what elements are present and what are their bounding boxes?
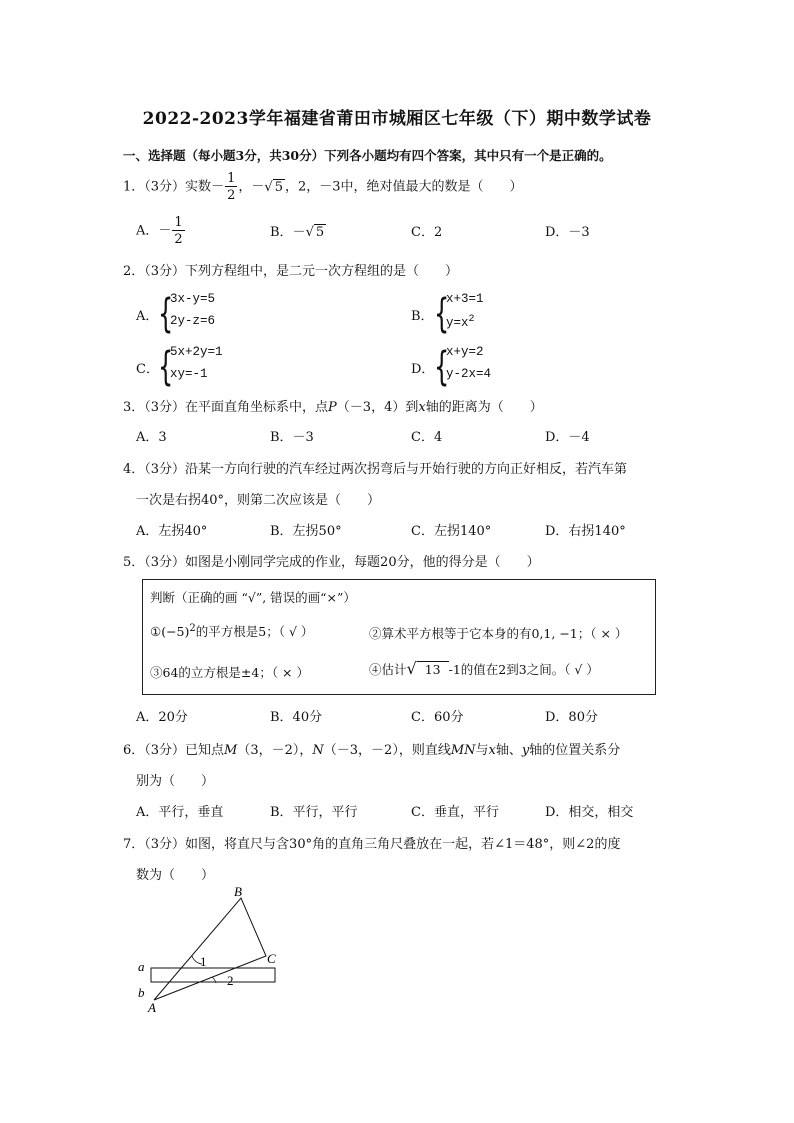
q2-c-eq1: 5x+2y=1 xyxy=(170,345,223,359)
q3-option-a[interactable]: A．3 xyxy=(136,430,167,445)
q1-opt-a-label: A． xyxy=(136,223,159,239)
q1-neg: － xyxy=(251,179,265,195)
q4-option-b[interactable]: B．左拐50° xyxy=(270,524,342,539)
brace-icon: { xyxy=(434,344,450,390)
q3-option-b[interactable]: B．－3 xyxy=(270,430,314,445)
q6-m-coord: （3，－2）， xyxy=(237,743,313,758)
q1-frac-num: 1 xyxy=(227,171,236,186)
q2-b-eq2: y=x xyxy=(446,316,469,331)
label-angle-1: 1 xyxy=(200,954,207,969)
question-4-line2: 一次是右拐40°，则第二次应该是（ ） xyxy=(136,493,381,508)
q1-opt-a-fraction xyxy=(172,216,184,246)
q4-option-c[interactable]: C．左拐140° xyxy=(411,524,492,539)
ruler-rect xyxy=(151,968,275,982)
question-1 xyxy=(123,172,523,202)
item4-pre: ④估计 xyxy=(369,662,407,677)
brace-icon: { xyxy=(434,291,450,337)
item4-rest: -1的值在2到3之间。（ √ ） xyxy=(448,662,599,677)
brace-icon: { xyxy=(158,344,174,390)
q1-sqrt-rad: 5 xyxy=(274,179,283,195)
q1-opt-a-num: 1 xyxy=(174,215,183,230)
q5-option-c[interactable]: C．60分 xyxy=(411,710,464,725)
q2-b-exponent: 2 xyxy=(468,314,475,325)
label-a: a xyxy=(138,959,145,974)
q1-option-a[interactable] xyxy=(136,216,186,246)
q6-option-a[interactable]: A．平行，垂直 xyxy=(136,805,224,820)
q1-opt-a-sign: － xyxy=(158,223,172,239)
q2-b-eq1: x+3=1 xyxy=(446,292,484,306)
q6-option-b[interactable]: B．平行，平行 xyxy=(270,805,358,820)
item1-exp: 2 xyxy=(189,622,196,634)
q3-post: 轴的距离为（ ） xyxy=(425,400,543,415)
q2-option-d-label[interactable]: D． xyxy=(411,362,435,377)
q1-option-c[interactable]: C．2 xyxy=(411,225,443,240)
q3-axis: x xyxy=(418,400,426,415)
q1-opt-b-rad: 5 xyxy=(315,225,325,240)
item1-rest: 的平方根是5；（ √ ） xyxy=(195,624,314,639)
question-6-line2: 别为（ ） xyxy=(136,774,215,789)
q1-rest: ，2，－3中，绝对值最大的数是（ ） xyxy=(284,179,523,195)
homework-item-4 xyxy=(369,659,599,678)
label-A: A xyxy=(148,1000,156,1015)
q2-option-d-system xyxy=(434,345,544,389)
q3-option-c[interactable]: C．4 xyxy=(411,430,443,445)
page-title: 2022-2023学年福建省莆田市城厢区七年级（下）期中数学试卷 xyxy=(142,109,652,129)
q1-opt-a-den: 2 xyxy=(174,232,183,247)
label-B: B xyxy=(234,884,242,899)
q6-with: 与 xyxy=(475,743,489,758)
q2-option-c-system xyxy=(158,345,268,389)
label-b: b xyxy=(138,985,145,1000)
q2-c-eq2: xy=-1 xyxy=(170,367,208,381)
q2-option-a-label[interactable]: A． xyxy=(136,309,159,324)
q1-opt-b-neg: － xyxy=(292,225,306,240)
q6-post: 轴的位置关系分 xyxy=(529,743,621,758)
q5-option-b[interactable]: B．40分 xyxy=(270,710,323,725)
q1-number: 1． xyxy=(123,179,145,195)
q3-pre: 3．（3分）在平面直角坐标系中，点 xyxy=(123,400,329,415)
q2-option-b-system xyxy=(434,292,544,336)
item4-rad: 13 xyxy=(417,661,449,677)
q2-d-eq1: x+y=2 xyxy=(446,345,484,359)
homework-item-3: ③64的立方根是±4；（ × ） xyxy=(150,665,310,680)
q2-a-eq1: 3x-y=5 xyxy=(170,292,216,306)
q1-sep: ， xyxy=(238,179,252,195)
q1-option-b[interactable] xyxy=(270,221,326,240)
homework-item-1 xyxy=(150,622,313,640)
question-7-line1: 7．（3分）如图，将直尺与含30°角的直角三角尺叠放在一起，若∠1＝48°，则∠2的度 xyxy=(123,837,621,852)
q1-score: （3分）实数 xyxy=(144,179,212,195)
question-5: 5．（3分）如图是小刚同学完成的作业，每题20分，他的得分是（ ） xyxy=(123,555,540,570)
homework-box xyxy=(142,579,656,695)
item1-base: ①(−5) xyxy=(150,624,190,639)
q1-frac-den: 2 xyxy=(227,188,236,203)
q2-option-a-system xyxy=(158,292,268,336)
homework-header: 判断（正确的画 “√”, 错误的画“×”） xyxy=(150,590,356,605)
q6-mid: 轴、 xyxy=(495,743,522,758)
triangle-outline xyxy=(154,898,266,1000)
q2-option-c-label[interactable]: C． xyxy=(136,362,159,377)
q2-option-b-label[interactable]: B． xyxy=(411,309,434,324)
q1-opt-b-sqrt: √ 5 xyxy=(305,225,325,240)
q6-MN: MN xyxy=(450,743,476,758)
q6-N: N xyxy=(312,743,324,758)
q6-x: x xyxy=(488,743,496,758)
q6-option-c[interactable]: C．垂直，平行 xyxy=(411,805,499,820)
homework-item-2: ②算术平方根等于它本身的有0,1, −1；（ × ） xyxy=(369,626,628,641)
q3-option-d[interactable]: D．－4 xyxy=(545,430,590,445)
question-2: 2．（3分）下列方程组中，是二元一次方程组的是（ ） xyxy=(123,264,459,279)
question-3 xyxy=(123,396,543,415)
q2-a-eq2: 2y-z=6 xyxy=(170,314,216,328)
q4-option-d[interactable]: D．右拐140° xyxy=(545,524,626,539)
q1-fraction xyxy=(225,172,237,202)
q5-option-a[interactable]: A．20分 xyxy=(136,710,188,725)
q6-pre: 6．（3分）已知点 xyxy=(123,743,225,758)
label-angle-2: 2 xyxy=(227,973,234,988)
item4-sqrt: √ 13 xyxy=(407,659,449,678)
question-4-line1: 4．（3分）沿某一方向行驶的汽车经过两次拐弯后与开始行驶的方向正好相反，若汽车第 xyxy=(123,462,628,477)
question-7-line2: 数为（ ） xyxy=(136,868,215,883)
q1-minus: － xyxy=(211,179,225,195)
section-heading: 一、选择题（每小题3分，共30分）下列各小题均有四个答案，其中只有一个是正确的。 xyxy=(123,148,612,163)
q6-n-coord: （－3，－2），则直线 xyxy=(323,743,451,758)
label-C: C xyxy=(267,951,276,966)
question-6-line1 xyxy=(123,739,620,758)
q6-y: y xyxy=(521,743,530,758)
q5-option-d[interactable]: D．80分 xyxy=(545,710,598,725)
q1-option-d[interactable]: D．－3 xyxy=(545,225,590,240)
q3-point: P xyxy=(328,400,337,415)
q4-option-a[interactable]: A．左拐40° xyxy=(136,524,208,539)
q6-M: M xyxy=(224,743,238,758)
q6-option-d[interactable]: D．相交，相交 xyxy=(545,805,634,820)
q2-d-eq2: y-2x=4 xyxy=(446,367,492,381)
q7-figure xyxy=(130,880,300,1020)
q3-mid: （－3，4）到 xyxy=(336,400,419,415)
q1-sqrt: √ 5 xyxy=(264,179,283,195)
q1-opt-b-label: B． xyxy=(270,225,293,240)
brace-icon: { xyxy=(158,291,174,337)
q2-b-eq2-wrap xyxy=(446,314,475,330)
